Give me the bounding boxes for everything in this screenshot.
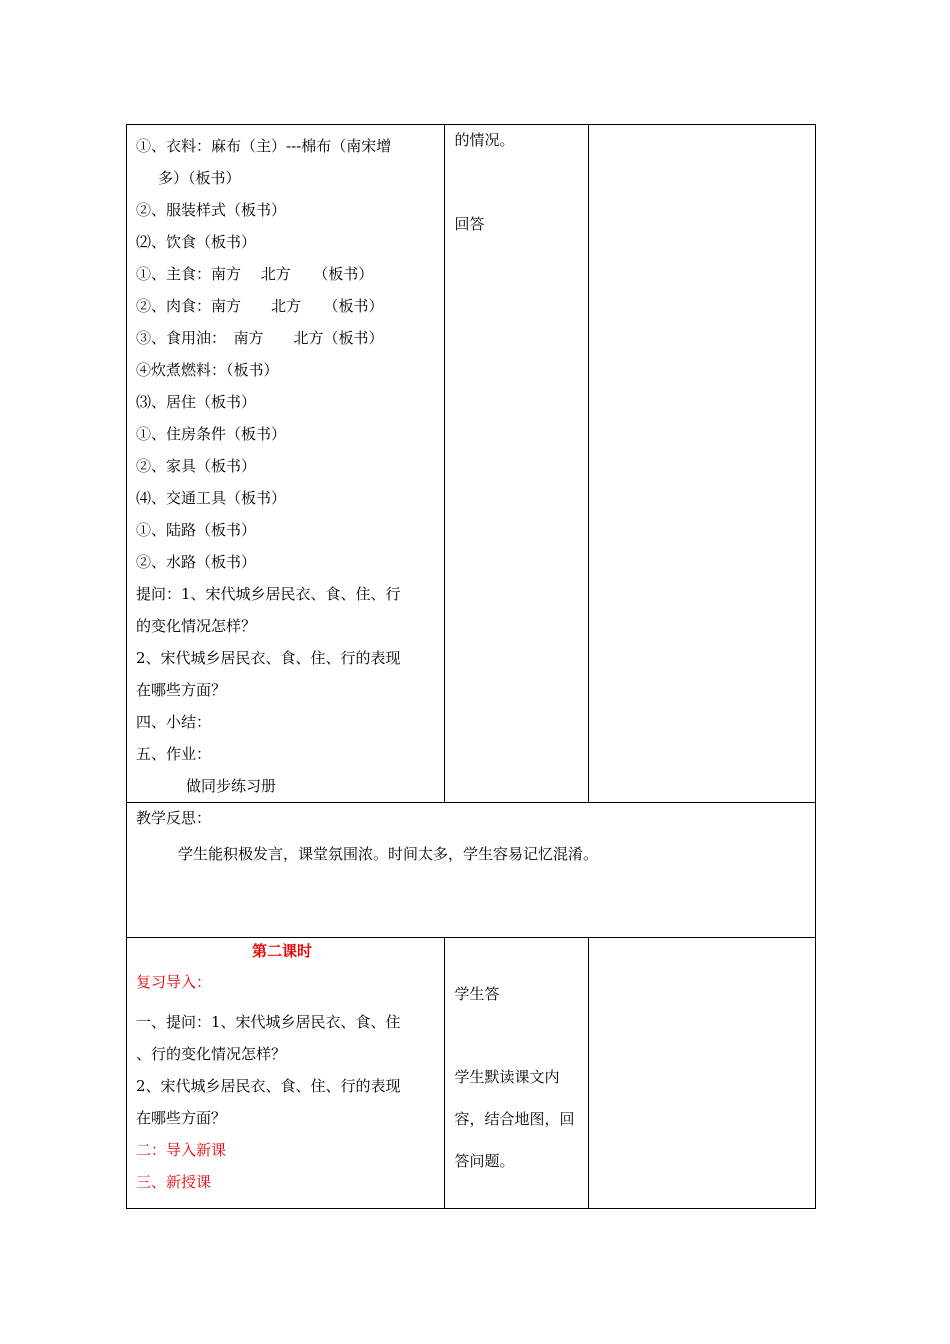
text-line: 回答 [454, 215, 485, 233]
text-line: ⑷、交通工具（板书） [136, 489, 287, 507]
text-line: ①、住房条件（板书） [136, 425, 287, 443]
student-activity-cell [445, 125, 588, 803]
text-block: 学生默读课文内容，结合地图，回答问题。 [454, 1068, 575, 1170]
notes-cell [588, 125, 815, 803]
table-row-second-lesson [127, 938, 816, 1209]
text-line: ①、主食：南方 北方 （板书） [136, 265, 374, 283]
section-new-lesson: 三、新授课 [136, 1173, 212, 1191]
student-activity-cell [445, 938, 588, 1209]
text-line: ②、肉食：南方 北方 （板书） [136, 297, 384, 315]
text-line: ⑵、饮食（板书） [136, 233, 257, 251]
text-line: 、行的变化情况怎样？ [136, 1045, 287, 1063]
text-line: ①、陆路（板书） [136, 521, 257, 539]
lesson-plan-table [126, 124, 816, 1209]
lesson-title: 第二课时 [252, 942, 313, 960]
text-line: ③、食用油： 南方 北方（板书） [136, 329, 384, 347]
notes-cell [588, 938, 815, 1209]
text-line: 在哪些方面？ [136, 1109, 227, 1127]
text-line: ②、服装样式（板书） [136, 201, 287, 219]
text-line: ②、水路（板书） [136, 553, 257, 571]
text-line: 的变化情况怎样？ [136, 617, 257, 635]
text-line: ④炊煮燃料：（板书） [136, 361, 279, 379]
text-line: ⑶、居住（板书） [136, 393, 257, 411]
text-line: 做同步练习册 [186, 777, 277, 795]
text-line: 学生答 [454, 985, 500, 1003]
reflection-body: 学生能积极发言，课堂氛围浓。时间太多，学生容易记忆混淆。 [178, 845, 599, 863]
teacher-activity-cell [127, 938, 445, 1209]
text-line: 多）（板书） [158, 169, 241, 187]
text-line: 的情况。 [454, 131, 515, 149]
text-line: 2、宋代城乡居民衣、食、住、行的表现 [136, 649, 401, 667]
text-line: 五、作业： [136, 745, 212, 763]
text-line: ①、衣料：麻布（主）---棉布（南宋增 [136, 137, 392, 155]
table-row-teaching-content [127, 125, 816, 803]
reflection-heading: 教学反思： [136, 809, 212, 827]
text-line: 2、宋代城乡居民衣、食、住、行的表现 [136, 1077, 401, 1095]
text-line: 一、提问：1、宋代城乡居民衣、食、住 [136, 1013, 401, 1031]
teacher-activity-cell [127, 125, 445, 803]
text-line: 在哪些方面？ [136, 681, 227, 699]
review-heading: 复习导入： [136, 973, 212, 991]
text-line: 四、小结： [136, 713, 212, 731]
table-row-reflection [127, 803, 816, 938]
section-import-new: 二：导入新课 [136, 1141, 227, 1159]
text-line: 提问：1、宋代城乡居民衣、食、住、行 [136, 585, 401, 603]
text-line: ②、家具（板书） [136, 457, 257, 475]
reflection-cell [127, 803, 816, 938]
